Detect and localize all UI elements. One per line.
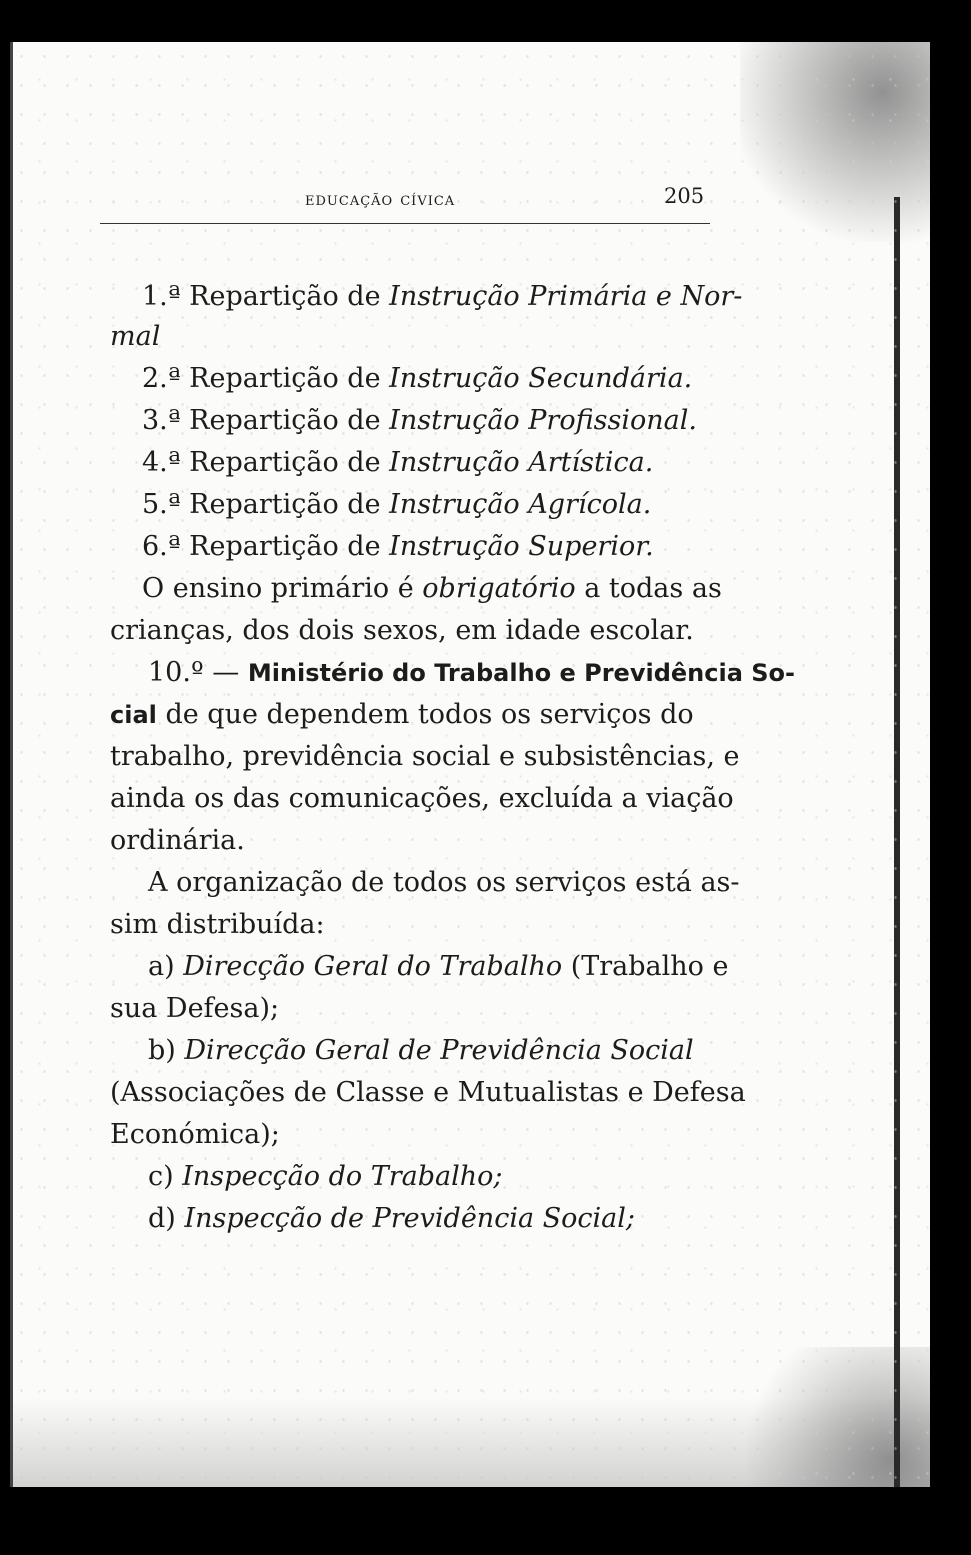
text-line: ordinária. [110, 825, 245, 856]
text-line: O ensino primário é obrigatório a todas as [142, 573, 722, 604]
binding-shadow [894, 197, 900, 1487]
text-line: d) Inspecção de Previdência Social; [148, 1203, 635, 1234]
text-line: 5.ª Repartição de Instrução Agrícola. [142, 489, 652, 520]
text-line: (Associações de Classe e Mutualistas e Defesa [110, 1077, 746, 1108]
text-line: cial de que dependem todos os serviços do [110, 699, 694, 730]
header-rule [100, 223, 710, 224]
page-number: 205 [664, 184, 705, 208]
text-line: 10.º — Ministério do Trabalho e Previdência So- [148, 657, 795, 688]
text-line: 4.ª Repartição de Instrução Artística. [142, 447, 654, 478]
text-line: a) Direcção Geral do Trabalho (Trabalho e [148, 951, 729, 982]
text-line: A organização de todos os serviços está as- [148, 867, 740, 898]
text-line: crianças, dos dois sexos, em idade escolar. [110, 615, 694, 646]
text-line: trabalho, previdência social e subsistências, e [110, 741, 740, 772]
text-line: mal [110, 321, 161, 352]
text-line: 6.ª Repartição de Instrução Superior. [142, 531, 654, 562]
text-line: 1.ª Repartição de Instrução Primária e Nor- [142, 281, 743, 312]
text-line: b) Direcção Geral de Previdência Social [148, 1035, 694, 1066]
text-line: Económica); [110, 1119, 280, 1150]
text-line: 2.ª Repartição de Instrução Secundária. [142, 363, 693, 394]
page-left-edge [10, 42, 13, 1487]
text-line: c) Inspecção do Trabalho; [148, 1161, 503, 1192]
running-title: educação cívica [305, 188, 456, 210]
text-line: sua Defesa); [110, 993, 280, 1024]
text-line: sim distribuída: [110, 909, 325, 940]
text-line: ainda os das comunicações, excluída a viação [110, 783, 734, 814]
page-stain-bottom [10, 1397, 930, 1487]
text-line: 3.ª Repartição de Instrução Profissional. [142, 405, 697, 436]
running-header [0, 184, 920, 218]
